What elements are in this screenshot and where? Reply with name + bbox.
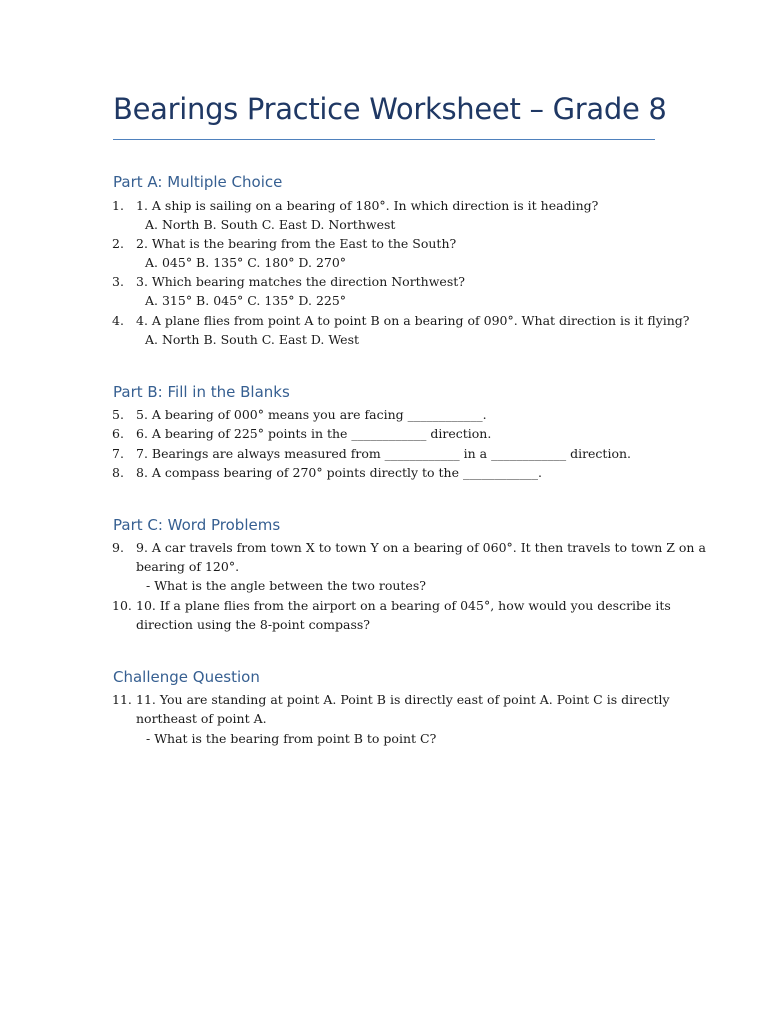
question-text-continued: northeast of point A. xyxy=(136,711,267,726)
answer-options: A. North B. South C. East D. West xyxy=(145,332,360,347)
question-2-options xyxy=(0,253,768,272)
question-text: 3. Which bearing matches the direction Northwest? xyxy=(136,274,465,289)
question-4-options xyxy=(0,330,768,349)
question-text: 1. A ship is sailing on a bearing of 180°. In which direction is it heading? xyxy=(136,198,599,213)
question-number: 6. xyxy=(112,426,124,441)
question-10-continued xyxy=(0,615,768,634)
section-heading-part-c: Part C: Word Problems xyxy=(113,516,281,534)
page-title: Bearings Practice Worksheet – Grade 8 xyxy=(113,92,667,126)
question-text: 2. What is the bearing from the East to the South? xyxy=(136,236,457,251)
question-text: 4. A plane flies from point A to point B on a bearing of 090°. What direction is it flying? xyxy=(136,313,690,328)
question-text-continued: direction using the 8-point compass? xyxy=(136,617,370,632)
question-number: 10. xyxy=(112,598,132,613)
question-text: 7. Bearings are always measured from ____________ in a ____________ direction. xyxy=(136,446,632,461)
question-text: 11. You are standing at point A. Point B is directly east of point A. Point C is directly xyxy=(136,692,670,707)
question-text-continued: bearing of 120°. xyxy=(136,559,240,574)
question-number: 4. xyxy=(112,313,124,328)
question-number: 7. xyxy=(112,446,124,461)
question-3-options xyxy=(0,291,768,310)
answer-options: A. 045° B. 135° C. 180° D. 270° xyxy=(145,255,347,270)
question-3 xyxy=(0,272,768,291)
question-text: 9. A car travels from town X to town Y on a bearing of 060°. It then travels to town Z on a xyxy=(136,540,706,555)
question-text: 5. A bearing of 000° means you are facing ____________. xyxy=(136,407,487,422)
question-6 xyxy=(0,424,768,443)
answer-options: A. North B. South C. East D. Northwest xyxy=(145,217,396,232)
question-9-subquestion xyxy=(0,576,768,595)
question-7 xyxy=(0,444,768,463)
question-number: 8. xyxy=(112,465,124,480)
question-number: 3. xyxy=(112,274,124,289)
sub-question: - What is the bearing from point B to point C? xyxy=(146,731,437,746)
question-number: 2. xyxy=(112,236,124,251)
question-11-continued xyxy=(0,709,768,728)
question-4 xyxy=(0,311,768,330)
question-number: 5. xyxy=(112,407,124,422)
question-number: 9. xyxy=(112,540,124,555)
question-11 xyxy=(0,690,768,709)
question-number: 1. xyxy=(112,198,124,213)
answer-options: A. 315° B. 045° C. 135° D. 225° xyxy=(145,293,347,308)
question-text: 10. If a plane flies from the airport on a bearing of 045°, how would you describe its xyxy=(136,598,671,613)
sub-question: - What is the angle between the two routes? xyxy=(146,578,426,593)
question-9-continued xyxy=(0,557,768,576)
question-11-subquestion xyxy=(0,729,768,748)
question-8 xyxy=(0,463,768,482)
question-1-options xyxy=(0,215,768,234)
question-10 xyxy=(0,596,768,615)
question-9 xyxy=(0,538,768,557)
question-2 xyxy=(0,234,768,253)
question-5 xyxy=(0,405,768,424)
question-number: 11. xyxy=(112,692,132,707)
section-heading-part-a: Part A: Multiple Choice xyxy=(113,173,283,191)
section-heading-challenge: Challenge Question xyxy=(113,668,260,686)
question-text: 8. A compass bearing of 270° points directly to the ____________. xyxy=(136,465,542,480)
section-heading-part-b: Part B: Fill in the Blanks xyxy=(113,383,290,401)
question-1 xyxy=(0,196,768,215)
title-divider xyxy=(113,139,655,140)
question-text: 6. A bearing of 225° points in the ____________ direction. xyxy=(136,426,492,441)
